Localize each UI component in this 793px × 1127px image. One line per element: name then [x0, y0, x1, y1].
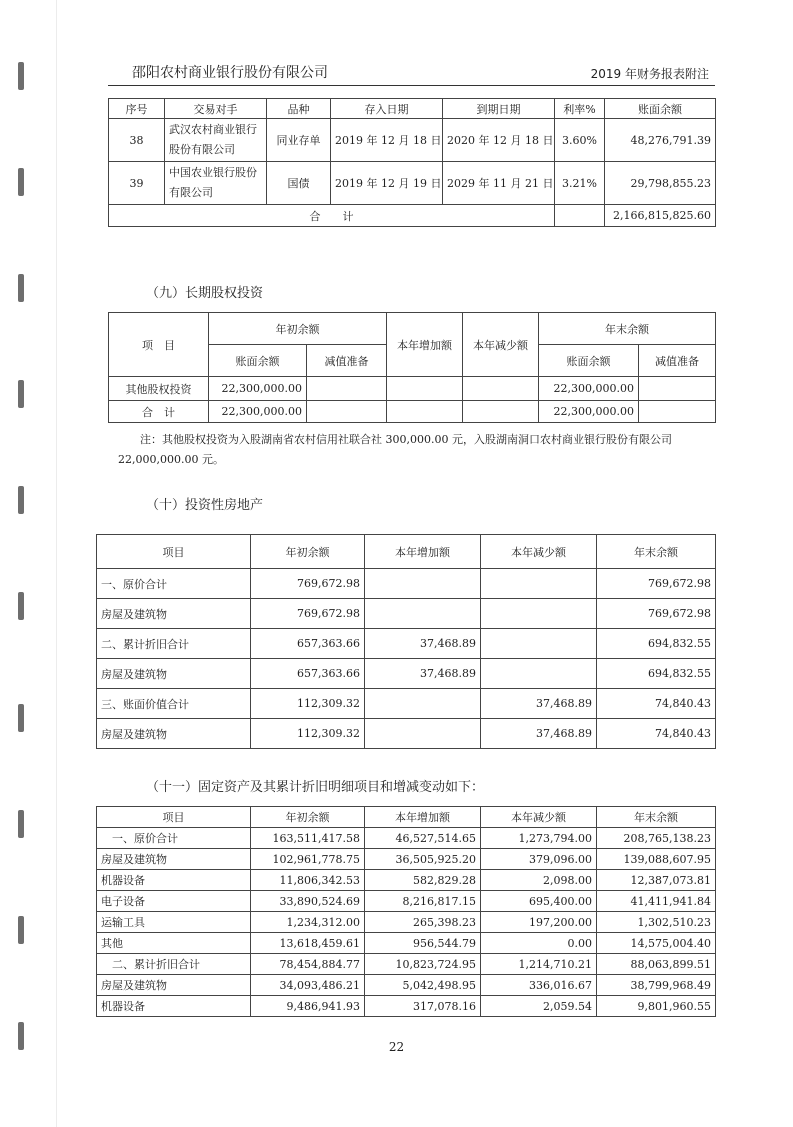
cell: 22,300,000.00: [209, 377, 307, 401]
cell: 34,093,486.21: [251, 975, 365, 996]
cell: [481, 629, 597, 659]
cell: 33,890,524.69: [251, 891, 365, 912]
table-row: [109, 119, 716, 162]
cell: 同业存单: [267, 119, 331, 162]
table-row: [97, 828, 716, 849]
cell: 1,273,794.00: [481, 828, 597, 849]
cell: 国债: [267, 162, 331, 205]
binder-hole: [18, 62, 24, 90]
col-header: 年初余额: [251, 807, 365, 828]
cell: 112,309.32: [251, 719, 365, 749]
col-header: 到期日期: [443, 99, 555, 119]
cell: 12,387,073.81: [597, 870, 716, 891]
col-header: 本年增加额: [387, 313, 463, 377]
cell: 其他: [97, 933, 251, 954]
cell: 657,363.66: [251, 629, 365, 659]
table-row: [109, 377, 716, 401]
cell: 房屋及建筑物: [97, 849, 251, 870]
cell: 74,840.43: [597, 689, 716, 719]
cell: 运输工具: [97, 912, 251, 933]
col-header: 项 目: [109, 313, 209, 377]
cell: 694,832.55: [597, 629, 716, 659]
cell: 9,801,960.55: [597, 996, 716, 1017]
cell: [387, 401, 463, 423]
deposits-table: [108, 98, 716, 227]
section-title: （九）长期股权投资: [146, 286, 264, 301]
cell: 317,078.16: [365, 996, 481, 1017]
cell: 694,832.55: [597, 659, 716, 689]
table-header-row: [97, 807, 716, 828]
cell: 29,798,855.23: [605, 162, 716, 205]
cell: 1,302,510.23: [597, 912, 716, 933]
binder-hole: [18, 274, 24, 302]
col-header: 账面余额: [539, 345, 639, 377]
cell: 265,398.23: [365, 912, 481, 933]
cell: 2019 年 12 月 19 日: [331, 162, 443, 205]
cell: 机器设备: [97, 870, 251, 891]
cell: 139,088,607.95: [597, 849, 716, 870]
cell: 769,672.98: [251, 599, 365, 629]
company-name: 邵阳农村商业银行股份有限公司: [132, 65, 328, 81]
binder-hole: [18, 810, 24, 838]
cell: 112,309.32: [251, 689, 365, 719]
cell: [481, 599, 597, 629]
table-row: [97, 849, 716, 870]
cell: 0.00: [481, 933, 597, 954]
cell: [463, 377, 539, 401]
cell: 机器设备: [97, 996, 251, 1017]
cell: 房屋及建筑物: [97, 599, 251, 629]
page-edge: [56, 0, 57, 1127]
table-row: [97, 569, 716, 599]
cell: 36,505,925.20: [365, 849, 481, 870]
col-header: 品种: [267, 99, 331, 119]
page-header: [108, 64, 715, 86]
cell: 房屋及建筑物: [97, 719, 251, 749]
fixed-assets-table: [96, 806, 716, 1017]
binder-hole: [18, 380, 24, 408]
table-header-row: [97, 535, 716, 569]
table-row: [97, 996, 716, 1017]
cell: 657,363.66: [251, 659, 365, 689]
cell: [481, 659, 597, 689]
table-row: [97, 659, 716, 689]
cell: 8,216,817.15: [365, 891, 481, 912]
cell: 22,300,000.00: [209, 401, 307, 423]
table-row: [97, 933, 716, 954]
cell: 2,098.00: [481, 870, 597, 891]
cell: 一、原价合计: [97, 569, 251, 599]
cell: 74,840.43: [597, 719, 716, 749]
table-row: [97, 599, 716, 629]
cell: 956,544.79: [365, 933, 481, 954]
cell: 38: [109, 119, 165, 162]
cell: [365, 569, 481, 599]
cell: 2029 年 11 月 21 日: [443, 162, 555, 205]
col-header: 本年减少额: [463, 313, 539, 377]
binder-hole: [18, 704, 24, 732]
col-header: 账面余额: [209, 345, 307, 377]
cell: 其他股权投资: [109, 377, 209, 401]
col-header: 利率%: [555, 99, 605, 119]
cell: 22,300,000.00: [539, 401, 639, 423]
cell: 3.21%: [555, 162, 605, 205]
cell: [307, 401, 387, 423]
page-number: 22: [388, 1040, 405, 1054]
cell: 88,063,899.51: [597, 954, 716, 975]
footnote: 注：其他股权投资为入股湖南省农村信用社联合社 300,000.00 元，入股湖南洞口农村商业银行股份有限公司 22,000,000.00 元。: [118, 433, 672, 466]
col-header: 年初余额: [209, 313, 387, 345]
cell: 41,411,941.84: [597, 891, 716, 912]
cell: 电子设备: [97, 891, 251, 912]
table-header-row: [109, 313, 716, 345]
cell: 二、累计折旧合计: [97, 629, 251, 659]
col-header: 序号: [109, 99, 165, 119]
cell: 582,829.28: [365, 870, 481, 891]
cell: 37,468.89: [481, 719, 597, 749]
cell: [365, 689, 481, 719]
cell: 三、账面价值合计: [97, 689, 251, 719]
cell: 48,276,791.39: [605, 119, 716, 162]
col-header: 年初余额: [251, 535, 365, 569]
cell: 10,823,724.95: [365, 954, 481, 975]
cell: 3.60%: [555, 119, 605, 162]
table-row: [97, 689, 716, 719]
table-row: [97, 975, 716, 996]
cell: 22,300,000.00: [539, 377, 639, 401]
col-header: 本年减少额: [481, 535, 597, 569]
cell: 1,214,710.21: [481, 954, 597, 975]
col-header: 本年增加额: [365, 535, 481, 569]
table-header-row: [109, 99, 716, 119]
section-title: （十）投资性房地产: [146, 498, 264, 513]
cell: 合 计: [109, 401, 209, 423]
cell: [639, 377, 716, 401]
col-header: 交易对手: [165, 99, 267, 119]
cell: 武汉农村商业银行股份有限公司: [165, 119, 267, 162]
col-header: 年末余额: [597, 807, 716, 828]
cell: 37,468.89: [481, 689, 597, 719]
cell: [387, 377, 463, 401]
table-row: [109, 401, 716, 423]
cell: 房屋及建筑物: [97, 975, 251, 996]
table-row: [97, 912, 716, 933]
table-row: [97, 891, 716, 912]
cell: 102,961,778.75: [251, 849, 365, 870]
cell: 46,527,514.65: [365, 828, 481, 849]
cell: 78,454,884.77: [251, 954, 365, 975]
cell: [555, 205, 605, 227]
col-header: 减值准备: [639, 345, 716, 377]
table-row: [97, 870, 716, 891]
col-header: 年末余额: [597, 535, 716, 569]
cell: 379,096.00: [481, 849, 597, 870]
col-header: 减值准备: [307, 345, 387, 377]
cell: 13,618,459.61: [251, 933, 365, 954]
cell: 37,468.89: [365, 629, 481, 659]
cell: 37,468.89: [365, 659, 481, 689]
cell: 中国农业银行股份有限公司: [165, 162, 267, 205]
binder-hole: [18, 168, 24, 196]
cell: 2,059.54: [481, 996, 597, 1017]
col-header: 项目: [97, 535, 251, 569]
cell: 11,806,342.53: [251, 870, 365, 891]
cell: 163,511,417.58: [251, 828, 365, 849]
cell: 38,799,968.49: [597, 975, 716, 996]
total-label: 合 计: [109, 205, 555, 227]
cell: 9,486,941.93: [251, 996, 365, 1017]
cell: [639, 401, 716, 423]
cell: 14,575,004.40: [597, 933, 716, 954]
equity-investment-table: [108, 312, 716, 423]
col-header: 存入日期: [331, 99, 443, 119]
col-header: 账面余额: [605, 99, 716, 119]
cell: 197,200.00: [481, 912, 597, 933]
cell: [365, 719, 481, 749]
col-header: 年末余额: [539, 313, 716, 345]
cell: [365, 599, 481, 629]
total-row: [109, 205, 716, 227]
binder-hole: [18, 916, 24, 944]
total-value: 2,166,815,825.60: [605, 205, 716, 227]
cell: 1,234,312.00: [251, 912, 365, 933]
cell: 208,765,138.23: [597, 828, 716, 849]
cell: 房屋及建筑物: [97, 659, 251, 689]
cell: 39: [109, 162, 165, 205]
cell: 5,042,498.95: [365, 975, 481, 996]
col-header: 本年减少额: [481, 807, 597, 828]
cell: 769,672.98: [251, 569, 365, 599]
col-header: 项目: [97, 807, 251, 828]
report-title: 2019 年财务报表附注: [590, 67, 709, 81]
cell: 695,400.00: [481, 891, 597, 912]
table-row: [97, 954, 716, 975]
cell: 2020 年 12 月 18 日: [443, 119, 555, 162]
table-row: [97, 629, 716, 659]
cell: 336,016.67: [481, 975, 597, 996]
col-header: 本年增加额: [365, 807, 481, 828]
cell: 769,672.98: [597, 599, 716, 629]
investment-property-table: [96, 534, 716, 749]
cell: [307, 377, 387, 401]
section-title: （十一）固定资产及其累计折旧明细项目和增减变动如下：: [146, 780, 485, 795]
binder-hole: [18, 592, 24, 620]
cell: 2019 年 12 月 18 日: [331, 119, 443, 162]
cell: 769,672.98: [597, 569, 716, 599]
cell: [481, 569, 597, 599]
header-rule: [108, 85, 715, 86]
cell: [463, 401, 539, 423]
table-row: [97, 719, 716, 749]
table-row: [109, 162, 716, 205]
cell: 一、原价合计: [97, 828, 251, 849]
binder-hole: [18, 486, 24, 514]
cell: 二、累计折旧合计: [97, 954, 251, 975]
